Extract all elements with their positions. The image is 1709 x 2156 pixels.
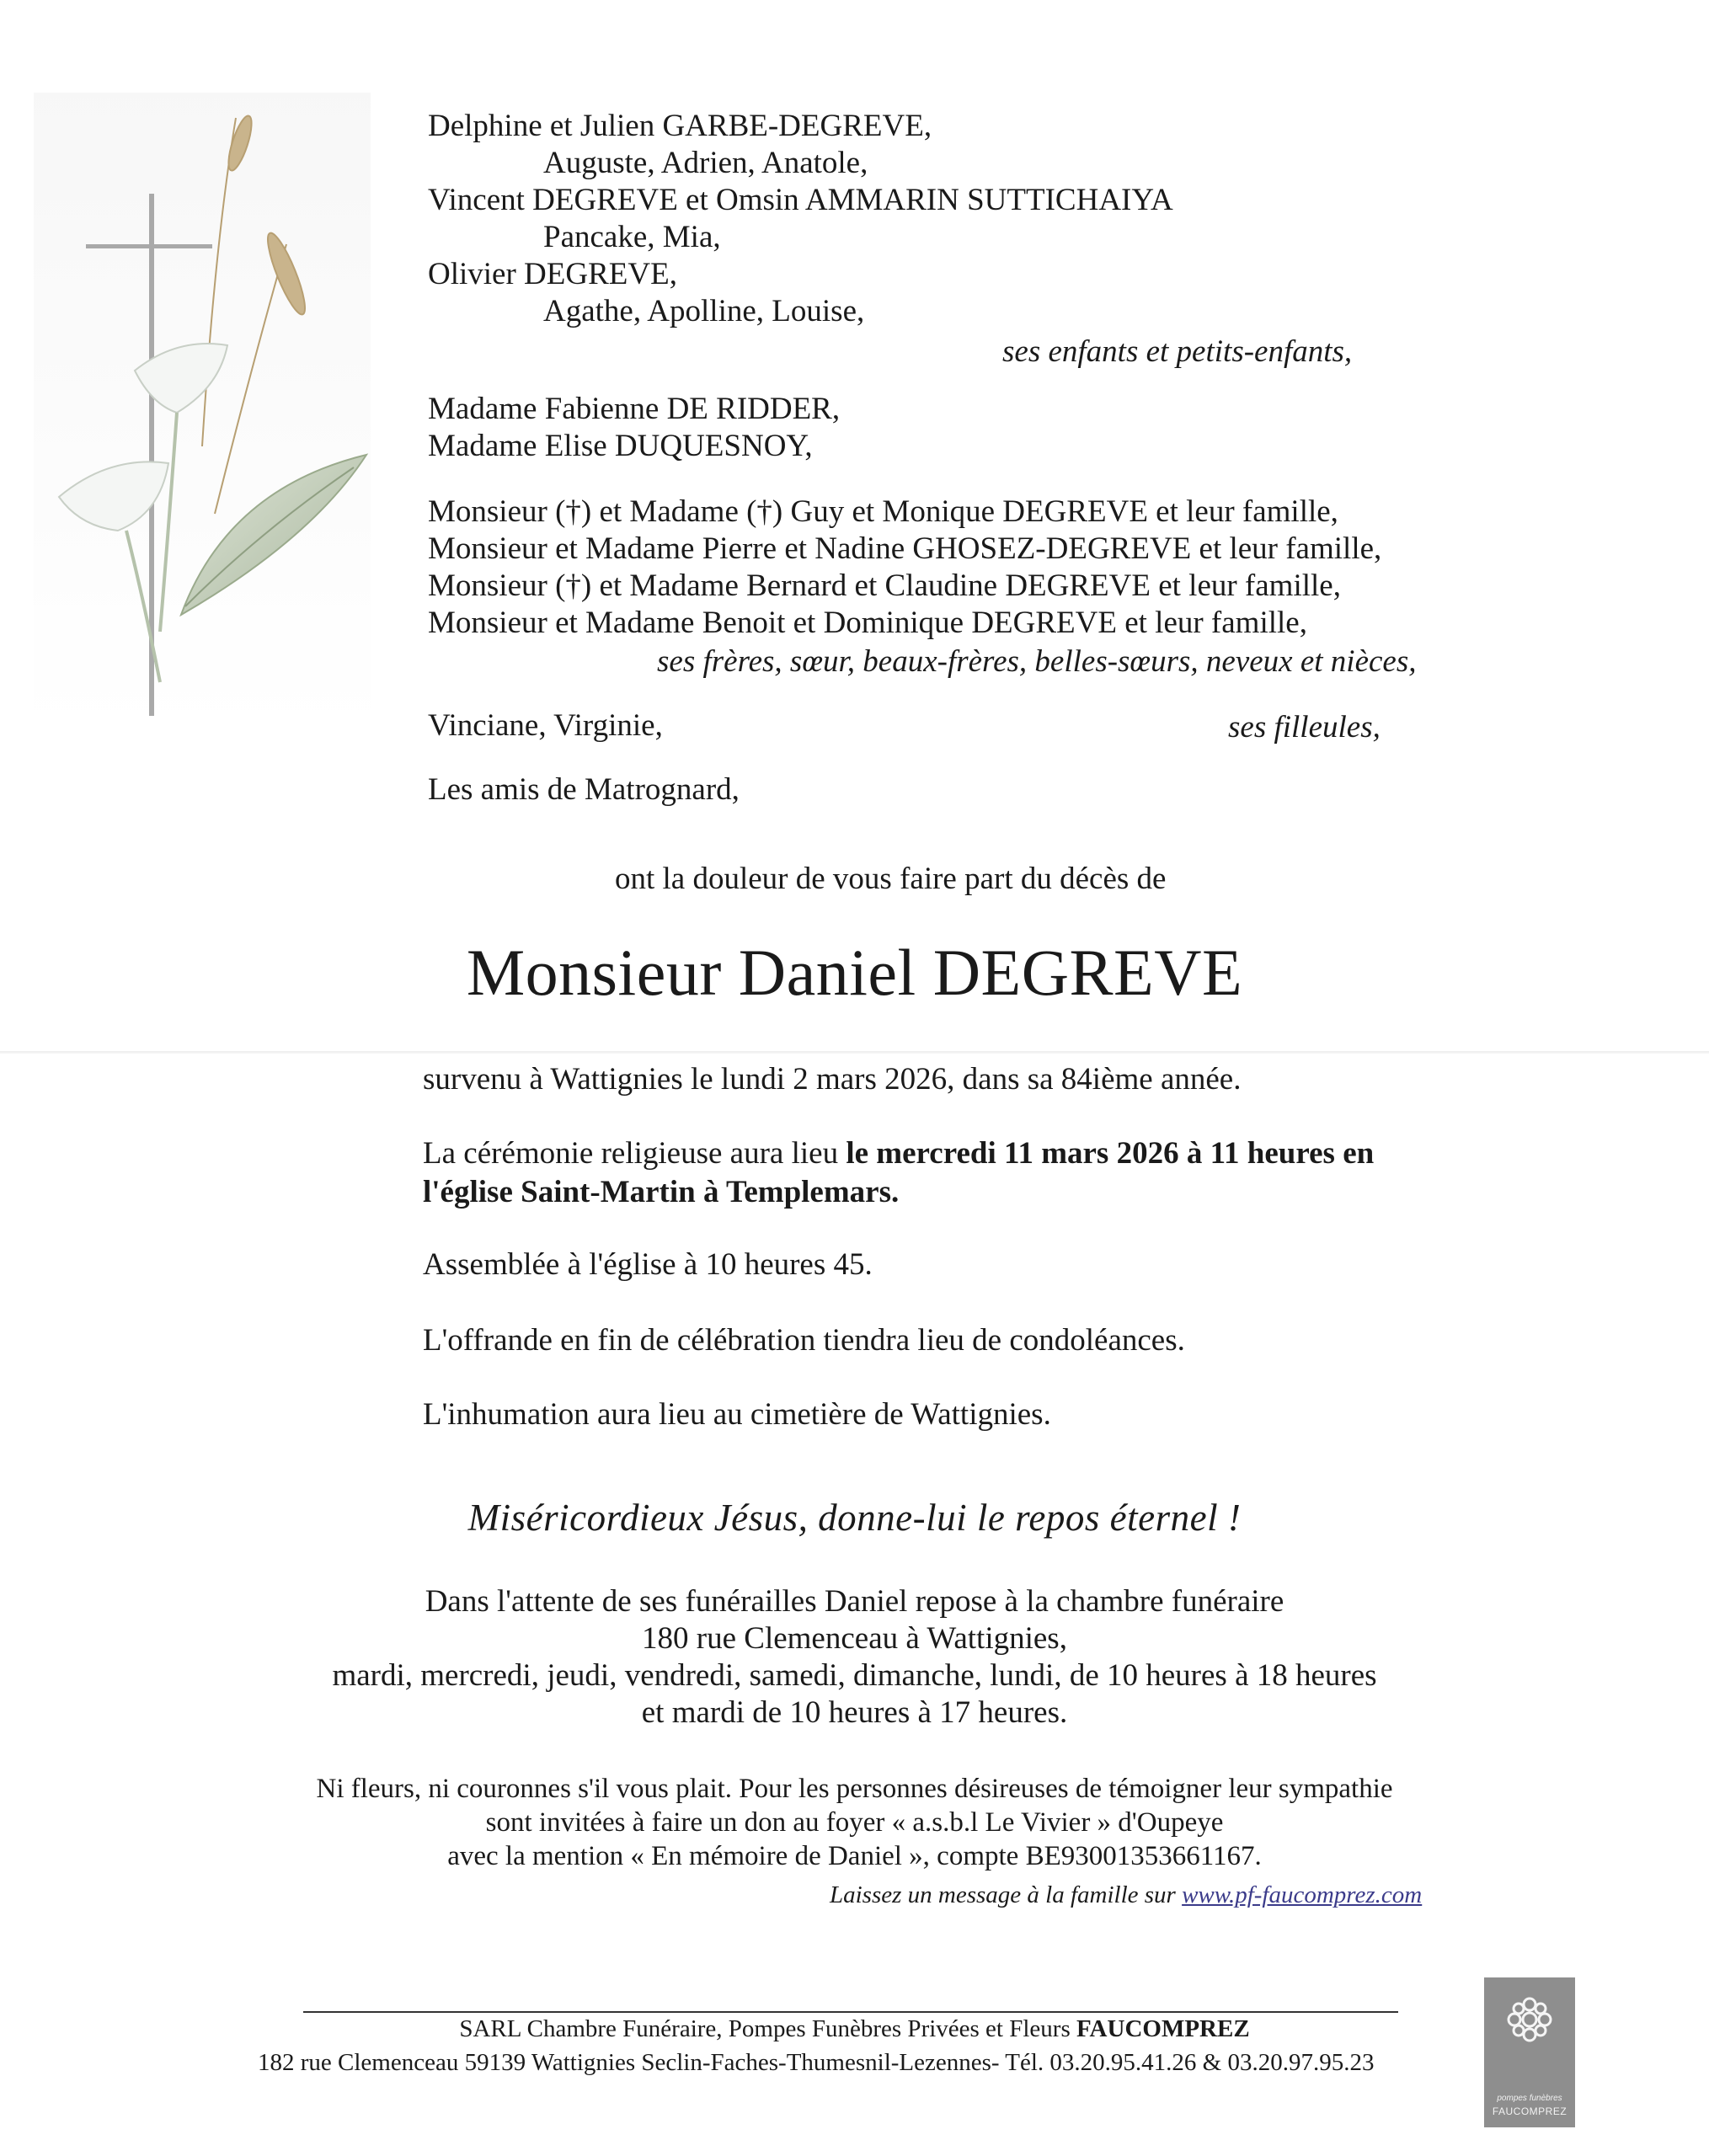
- footer-divider: [303, 2011, 1398, 2013]
- visitation-line: 180 rue Clemenceau à Wattignies,: [642, 1621, 1067, 1656]
- ceremony-prefix: La cérémonie religieuse aura lieu: [423, 1136, 846, 1171]
- offering-line: L'offrande en fin de célébration tiendra lieu de condoléances.: [423, 1323, 1185, 1358]
- assembly-line: Assemblée à l'église à 10 heures 45.: [423, 1247, 873, 1282]
- family-line: Madame Fabienne DE RIDDER,: [428, 392, 841, 426]
- company-logo: [1484, 1977, 1575, 2127]
- announcement-intro: ont la douleur de vous faire part du décès de: [615, 862, 1167, 896]
- family-line: Auguste, Adrien, Anatole,: [543, 146, 868, 180]
- footer-address: 182 rue Clemenceau 59139 Wattignies Seclin-Faches-Thumesnil-Lezennes- Tél. 03.20.95.41.26 & 03.20.97.95.23: [258, 2049, 1375, 2076]
- logo-name: FAUCOMPREZ: [1492, 2105, 1567, 2117]
- relation-label: ses frères, sœur, beaux-frères, belles-sœurs, neveux et nièces,: [657, 644, 1417, 679]
- ceremony-line: [423, 1135, 1374, 1172]
- family-line: Pancake, Mia,: [543, 220, 721, 254]
- logo-subtitle: pompes funèbres: [1497, 2094, 1562, 2103]
- family-line: Monsieur (†) et Madame (†) Guy et Monique DEGREVE et leur famille,: [428, 494, 1338, 529]
- family-line: Monsieur et Madame Pierre et Nadine GHOSEZ-DEGREVE et leur famille,: [428, 531, 1382, 566]
- family-line: Les amis de Matrognard,: [428, 772, 740, 807]
- visitation-line: mardi, mercredi, jeudi, vendredi, samedi, dimanche, lundi, de 10 heures à 18 heures: [332, 1658, 1377, 1693]
- visitation-line: et mardi de 10 heures à 17 heures.: [641, 1695, 1068, 1730]
- family-line: Monsieur et Madame Benoit et Dominique DEGREVE et leur famille,: [428, 606, 1307, 640]
- ceremony-date: le mercredi 11 mars 2026 à 11 heures en: [846, 1136, 1375, 1171]
- message-line: [830, 1880, 1422, 1910]
- cross-lily-illustration: [34, 93, 371, 733]
- death-details: survenu à Wattignies le lundi 2 mars 2026, dans sa 84ième année.: [423, 1062, 1242, 1097]
- donation-line: Ni fleurs, ni couronnes s'il vous plait. Pour les personnes désireuses de témoigner leur sympathie: [316, 1774, 1393, 1804]
- family-line: Madame Elise DUQUESNOY,: [428, 429, 813, 463]
- flower-emblem-icon: [1503, 1993, 1557, 2047]
- relation-label: ses filleules,: [1228, 710, 1381, 744]
- prayer: Miséricordieux Jésus, donne-lui le repos éternel !: [467, 1497, 1242, 1539]
- company-name: FAUCOMPREZ: [1076, 2015, 1250, 2042]
- message-prefix: Laissez un message à la famille sur: [830, 1881, 1183, 1908]
- family-line: Agathe, Apolline, Louise,: [543, 294, 865, 328]
- family-line: Vinciane, Virginie,: [428, 708, 663, 743]
- family-line: Olivier DEGREVE,: [428, 257, 677, 291]
- family-line: Vincent DEGREVE et Omsin AMMARIN SUTTICHAIYA: [428, 183, 1173, 217]
- family-line: Monsieur (†) et Madame Bernard et Claudine DEGREVE et leur famille,: [428, 568, 1341, 603]
- footer-company: [0, 2015, 1709, 2043]
- donation-line: sont invitées à faire un don au foyer « a.s.b.l Le Vivier » d'Oupeye: [485, 1807, 1224, 1838]
- website-link[interactable]: www.pf-faucomprez.com: [1182, 1881, 1423, 1908]
- company-prefix: SARL Chambre Funéraire, Pompes Funèbres Privées et Fleurs: [459, 2015, 1076, 2042]
- burial-line: L'inhumation aura lieu au cimetière de Wattignies.: [423, 1397, 1051, 1432]
- paper-fold: [0, 1051, 1709, 1054]
- relation-label: ses enfants et petits-enfants,: [1002, 334, 1353, 369]
- family-line: Delphine et Julien GARBE-DEGREVE,: [428, 109, 932, 143]
- donation-line: avec la mention « En mémoire de Daniel », compte BE93001353661167.: [447, 1841, 1262, 1871]
- ceremony-location: l'église Saint-Martin à Templemars.: [423, 1175, 900, 1209]
- deceased-name: Monsieur Daniel DEGREVE: [466, 936, 1243, 1009]
- visitation-line: Dans l'attente de ses funérailles Daniel repose à la chambre funéraire: [425, 1584, 1284, 1619]
